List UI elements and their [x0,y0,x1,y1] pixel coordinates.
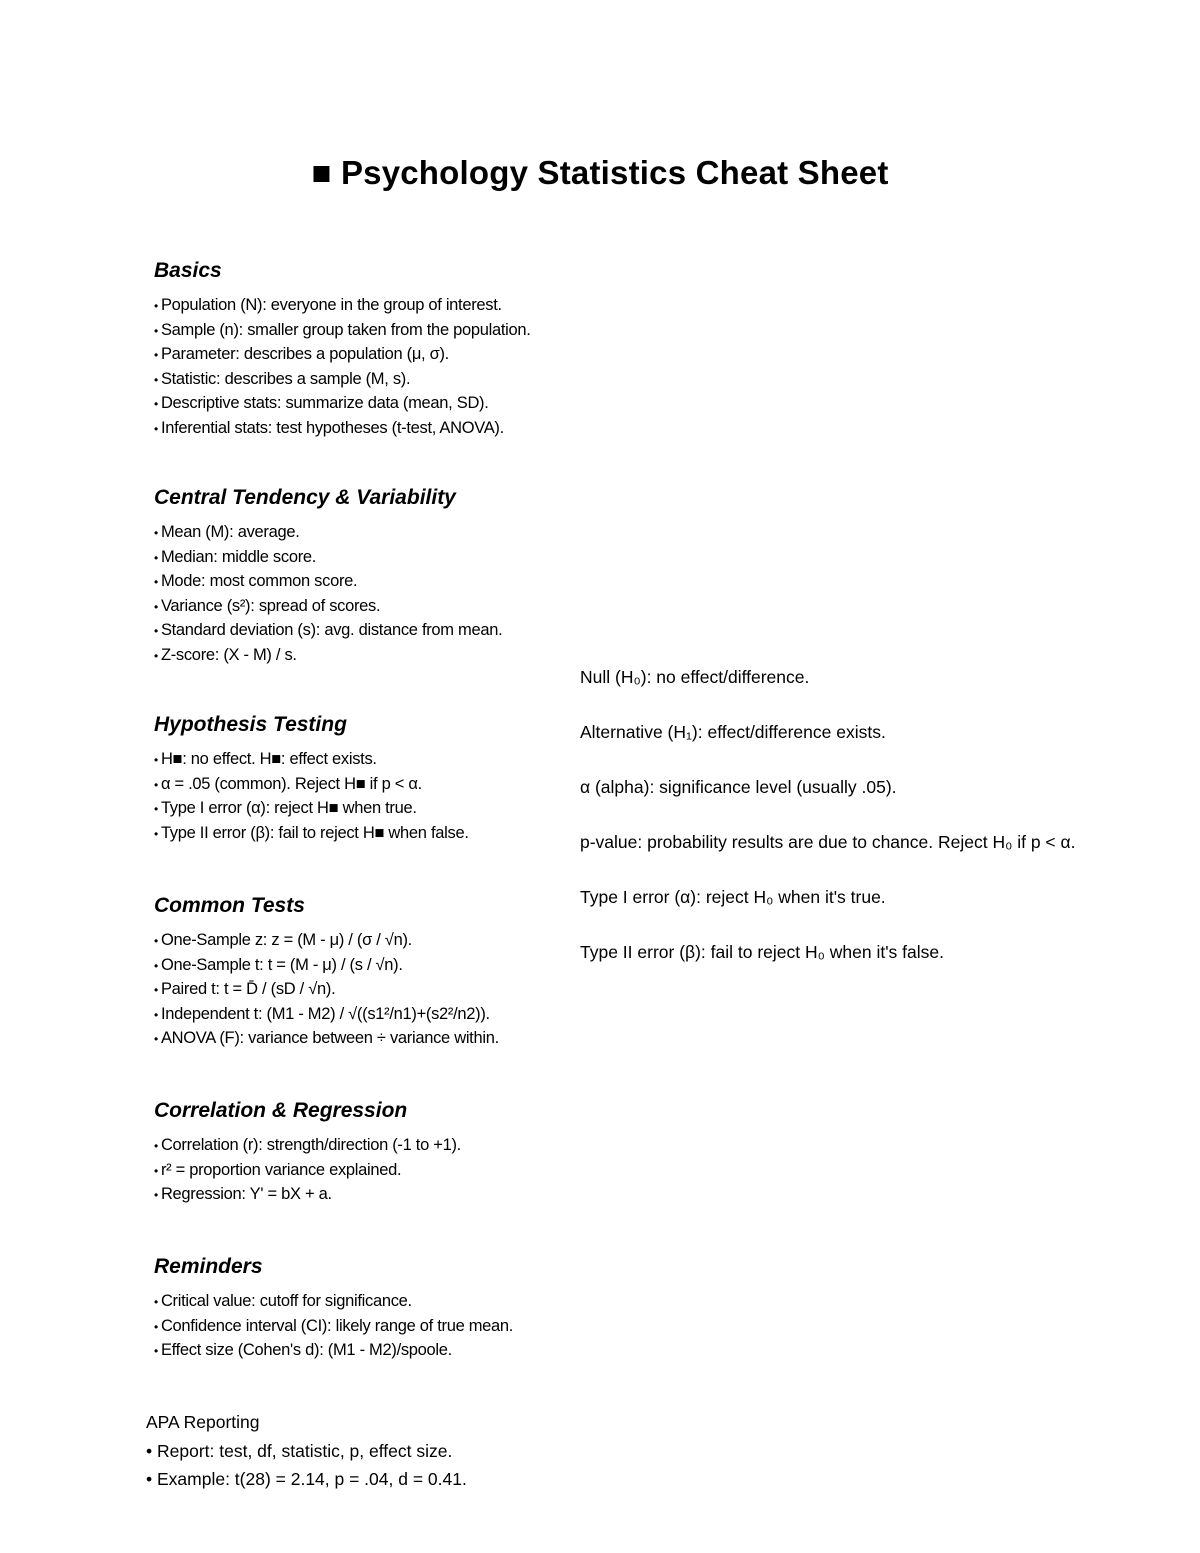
list-item: • Population (N): everyone in the group of interest. [154,294,584,319]
list-item: • Confidence interval (CI): likely range of true mean. [154,1315,584,1340]
section-basics [154,258,584,442]
bullet-list [154,521,584,669]
list-item: • Descriptive stats: summarize data (mean, SD). [154,392,584,417]
list-item: • Standard deviation (s): avg. distance from mean. [154,619,584,644]
apa-item: • Example: t(28) = 2.14, p = .04, d = 0.41. [146,1468,467,1489]
list-item: • α = .05 (common). Reject H■ if p < α. [154,773,584,798]
list-item: • Correlation (r): strength/direction (-1 to +1). [154,1134,584,1159]
section-heading: Hypothesis Testing [154,713,347,736]
apa-title: APA Reporting [146,1412,260,1432]
list-item: • Sample (n): smaller group taken from the population. [154,319,584,344]
section-central-tendency [154,485,584,669]
side-note: p-value: probability results are due to chance. Reject H₀ if p < α. [580,832,1076,852]
bullet-list [154,1290,584,1364]
list-item: • One-Sample z: z = (M - μ) / (σ / √n). [154,929,584,954]
bullet-list [154,1134,584,1208]
bullet-list [154,929,584,1052]
list-item: • Independent t: (M1 - M2) / √((s1²/n1)+(s2²/n2)). [154,1003,584,1028]
list-item: • Mode: most common score. [154,570,584,595]
section-common-tests [154,893,584,1052]
list-item: • Inferential stats: test hypotheses (t-test, ANOVA). [154,417,584,442]
apa-item: • Report: test, df, statistic, p, effect size. [146,1441,453,1461]
list-item: • Statistic: describes a sample (M, s). [154,368,584,393]
list-item: • Median: middle score. [154,546,584,571]
side-note: Alternative (H₁): effect/difference exists. [580,722,886,742]
side-note: α (alpha): significance level (usually .05). [580,777,897,797]
list-item: • Paired t: t = D̄ / (sD / √n). [154,978,584,1003]
section-heading: Correlation & Regression [154,1099,408,1122]
bullet-list [154,294,584,442]
list-item: • Variance (s²): spread of scores. [154,595,584,620]
list-item: • r² = proportion variance explained. [154,1159,584,1184]
section-hypothesis-testing [154,712,584,846]
list-item: • H■: no effect. H■: effect exists. [154,748,584,773]
section-reminders [154,1254,584,1364]
apa-reporting [146,1410,467,1493]
list-item: • Type I error (α): reject H■ when true. [154,797,584,822]
section-correlation-regression [154,1098,584,1208]
bullet-list [154,748,584,846]
list-item: • Regression: Y' = bX + a. [154,1183,584,1208]
side-note: Type II error (β): fail to reject H₀ when it's false. [580,942,944,962]
list-item: • Effect size (Cohen's d): (M1 - M2)/spoole. [154,1339,584,1364]
list-item: • Type II error (β): fail to reject H■ when false. [154,822,584,847]
side-notes [580,665,1190,995]
section-heading: Reminders [154,1255,263,1278]
section-heading: Basics [154,259,222,282]
side-note: Null (H₀): no effect/difference. [580,667,810,687]
list-item: • Parameter: describes a population (μ, σ). [154,343,584,368]
section-heading: Central Tendency & Variability [154,486,456,509]
side-note: Type I error (α): reject H₀ when it's true. [580,887,886,907]
list-item: • ANOVA (F): variance between ÷ variance within. [154,1027,584,1052]
list-item: • Z-score: (X - M) / s. [154,644,584,669]
page-title: ■ Psychology Statistics Cheat Sheet [311,154,889,191]
list-item: • Mean (M): average. [154,521,584,546]
section-heading: Common Tests [154,894,305,917]
list-item: • One-Sample t: t = (M - μ) / (s / √n). [154,954,584,979]
list-item: • Critical value: cutoff for significance. [154,1290,584,1315]
